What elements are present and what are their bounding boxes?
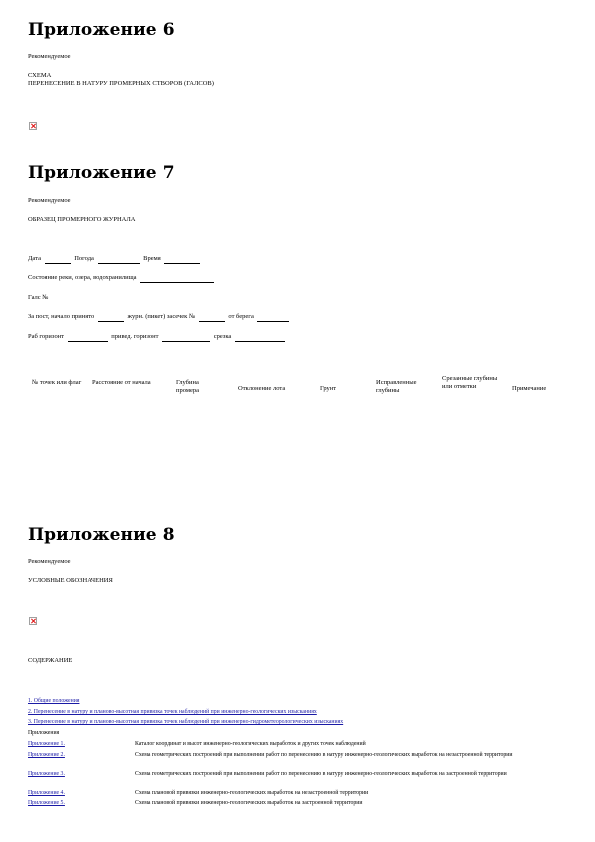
priv-label: привед. горизонт <box>111 333 159 340</box>
appendix-6-line1: СХЕМА <box>28 72 52 79</box>
toc-appendix-3[interactable]: Приложение 3. <box>28 771 65 777</box>
time-blank <box>164 257 200 264</box>
post-blank <box>98 315 124 322</box>
appendix-8-title: Приложение 8 <box>28 525 175 545</box>
broken-image-icon <box>29 122 37 130</box>
rab-blank <box>68 335 108 342</box>
broken-image-icon <box>29 617 37 625</box>
picket-blank <box>199 315 225 322</box>
sreza-label: срезка <box>213 333 232 340</box>
col-deviation: Отклонение лота <box>238 385 286 392</box>
priv-blank <box>162 335 210 342</box>
journal-date-row <box>28 255 202 264</box>
date-blank <box>45 257 71 264</box>
journal-horizon-row <box>28 333 287 342</box>
rab-label: Раб горизонт <box>28 333 65 340</box>
col-point: № точек или флаг <box>32 379 82 386</box>
toc-appendix-3-desc: Схема геометрических построений при выполнении работ по перенесению в натуру инженерно-геологических выработок на застроенной территории <box>135 771 507 777</box>
col-cut: Срезанные глубины или отметки <box>442 375 498 390</box>
weather-label: Погода <box>74 255 94 262</box>
toc-appendix-2[interactable]: Приложение 2. <box>28 752 65 758</box>
sreza-blank <box>235 335 285 342</box>
state-label: Состояние реки, озера, водохранилища <box>28 274 137 281</box>
time-label: Время <box>143 255 161 262</box>
shore-blank <box>257 315 289 322</box>
toc-appendices-label: Приложения <box>28 730 60 736</box>
toc-link-1[interactable]: 1. Общие положения <box>28 698 80 704</box>
col-depth: Глубина промера <box>176 379 199 394</box>
shore-label: от берега <box>228 313 254 320</box>
toc-link-2[interactable]: 2. Перенесение в натуру и планово-высотная привязка точек наблюдений при инженерно-геологических изысканиях <box>28 709 317 715</box>
appendix-7-status: Рекомендуемое <box>28 197 71 204</box>
contents-title: СОДЕРЖАНИЕ <box>28 657 73 664</box>
weather-blank <box>98 257 140 264</box>
journal-table-header <box>28 374 568 402</box>
picket-label: журн. (пикет) засечек № <box>127 313 196 320</box>
col-corrected: Исправленные глубины <box>376 379 417 394</box>
appendix-8-status: Рекомендуемое <box>28 558 71 565</box>
appendix-8-line1: УСЛОВНЫЕ ОБОЗНАЧЕНИЯ <box>28 577 113 584</box>
journal-state-row <box>28 274 216 283</box>
appendix-6-status: Рекомендуемое <box>28 53 71 60</box>
appendix-6-line2: ПЕРЕНЕСЕНИЕ В НАТУРУ ПРОМЕРНЫХ СТВОРОВ (ГАЛСОВ) <box>28 80 214 87</box>
toc-appendix-4-desc: Схема плановой привязки инженерно-геологических выработок на незастроенной территории <box>135 790 369 796</box>
appendix-6-title: Приложение 6 <box>28 20 175 40</box>
date-label: Дата <box>28 255 41 262</box>
toc-appendix-5-desc: Схема плановой привязки инженерно-геологических выработок на застроенной территории <box>135 800 363 806</box>
toc-link-3[interactable]: 3. Перенесение в натуру и планово-высотная привязка точек наблюдений при инженерно-гидрометеорологических изысканиях <box>28 719 344 725</box>
state-blank <box>140 276 214 283</box>
toc-appendix-2-desc: Схема геометрических построений при выполнении работ по перенесению в натуру инженерно-геологических выработок на незастроенной территории <box>135 752 513 758</box>
col-note: Примечание <box>512 385 547 392</box>
toc-appendix-1[interactable]: Приложение 1. <box>28 741 65 747</box>
col-distance: Расстояние от начала <box>92 379 151 386</box>
toc-appendix-1-desc: Каталог координат и высот инженерно-геологических выработок и других точек наблюдений <box>135 741 366 747</box>
post-label: За пост, начало принято <box>28 313 95 320</box>
appendix-7-title: Приложение 7 <box>28 163 175 183</box>
journal-post-row <box>28 313 291 322</box>
appendix-7-line1: ОБРАЗЕЦ ПРОМЕРНОГО ЖУРНАЛА <box>28 216 136 223</box>
toc-appendix-4[interactable]: Приложение 4. <box>28 790 65 796</box>
toc-appendix-5[interactable]: Приложение 5. <box>28 800 65 806</box>
journal-galss-row: Галс № <box>28 294 49 301</box>
col-soil: Грунт <box>320 385 337 392</box>
